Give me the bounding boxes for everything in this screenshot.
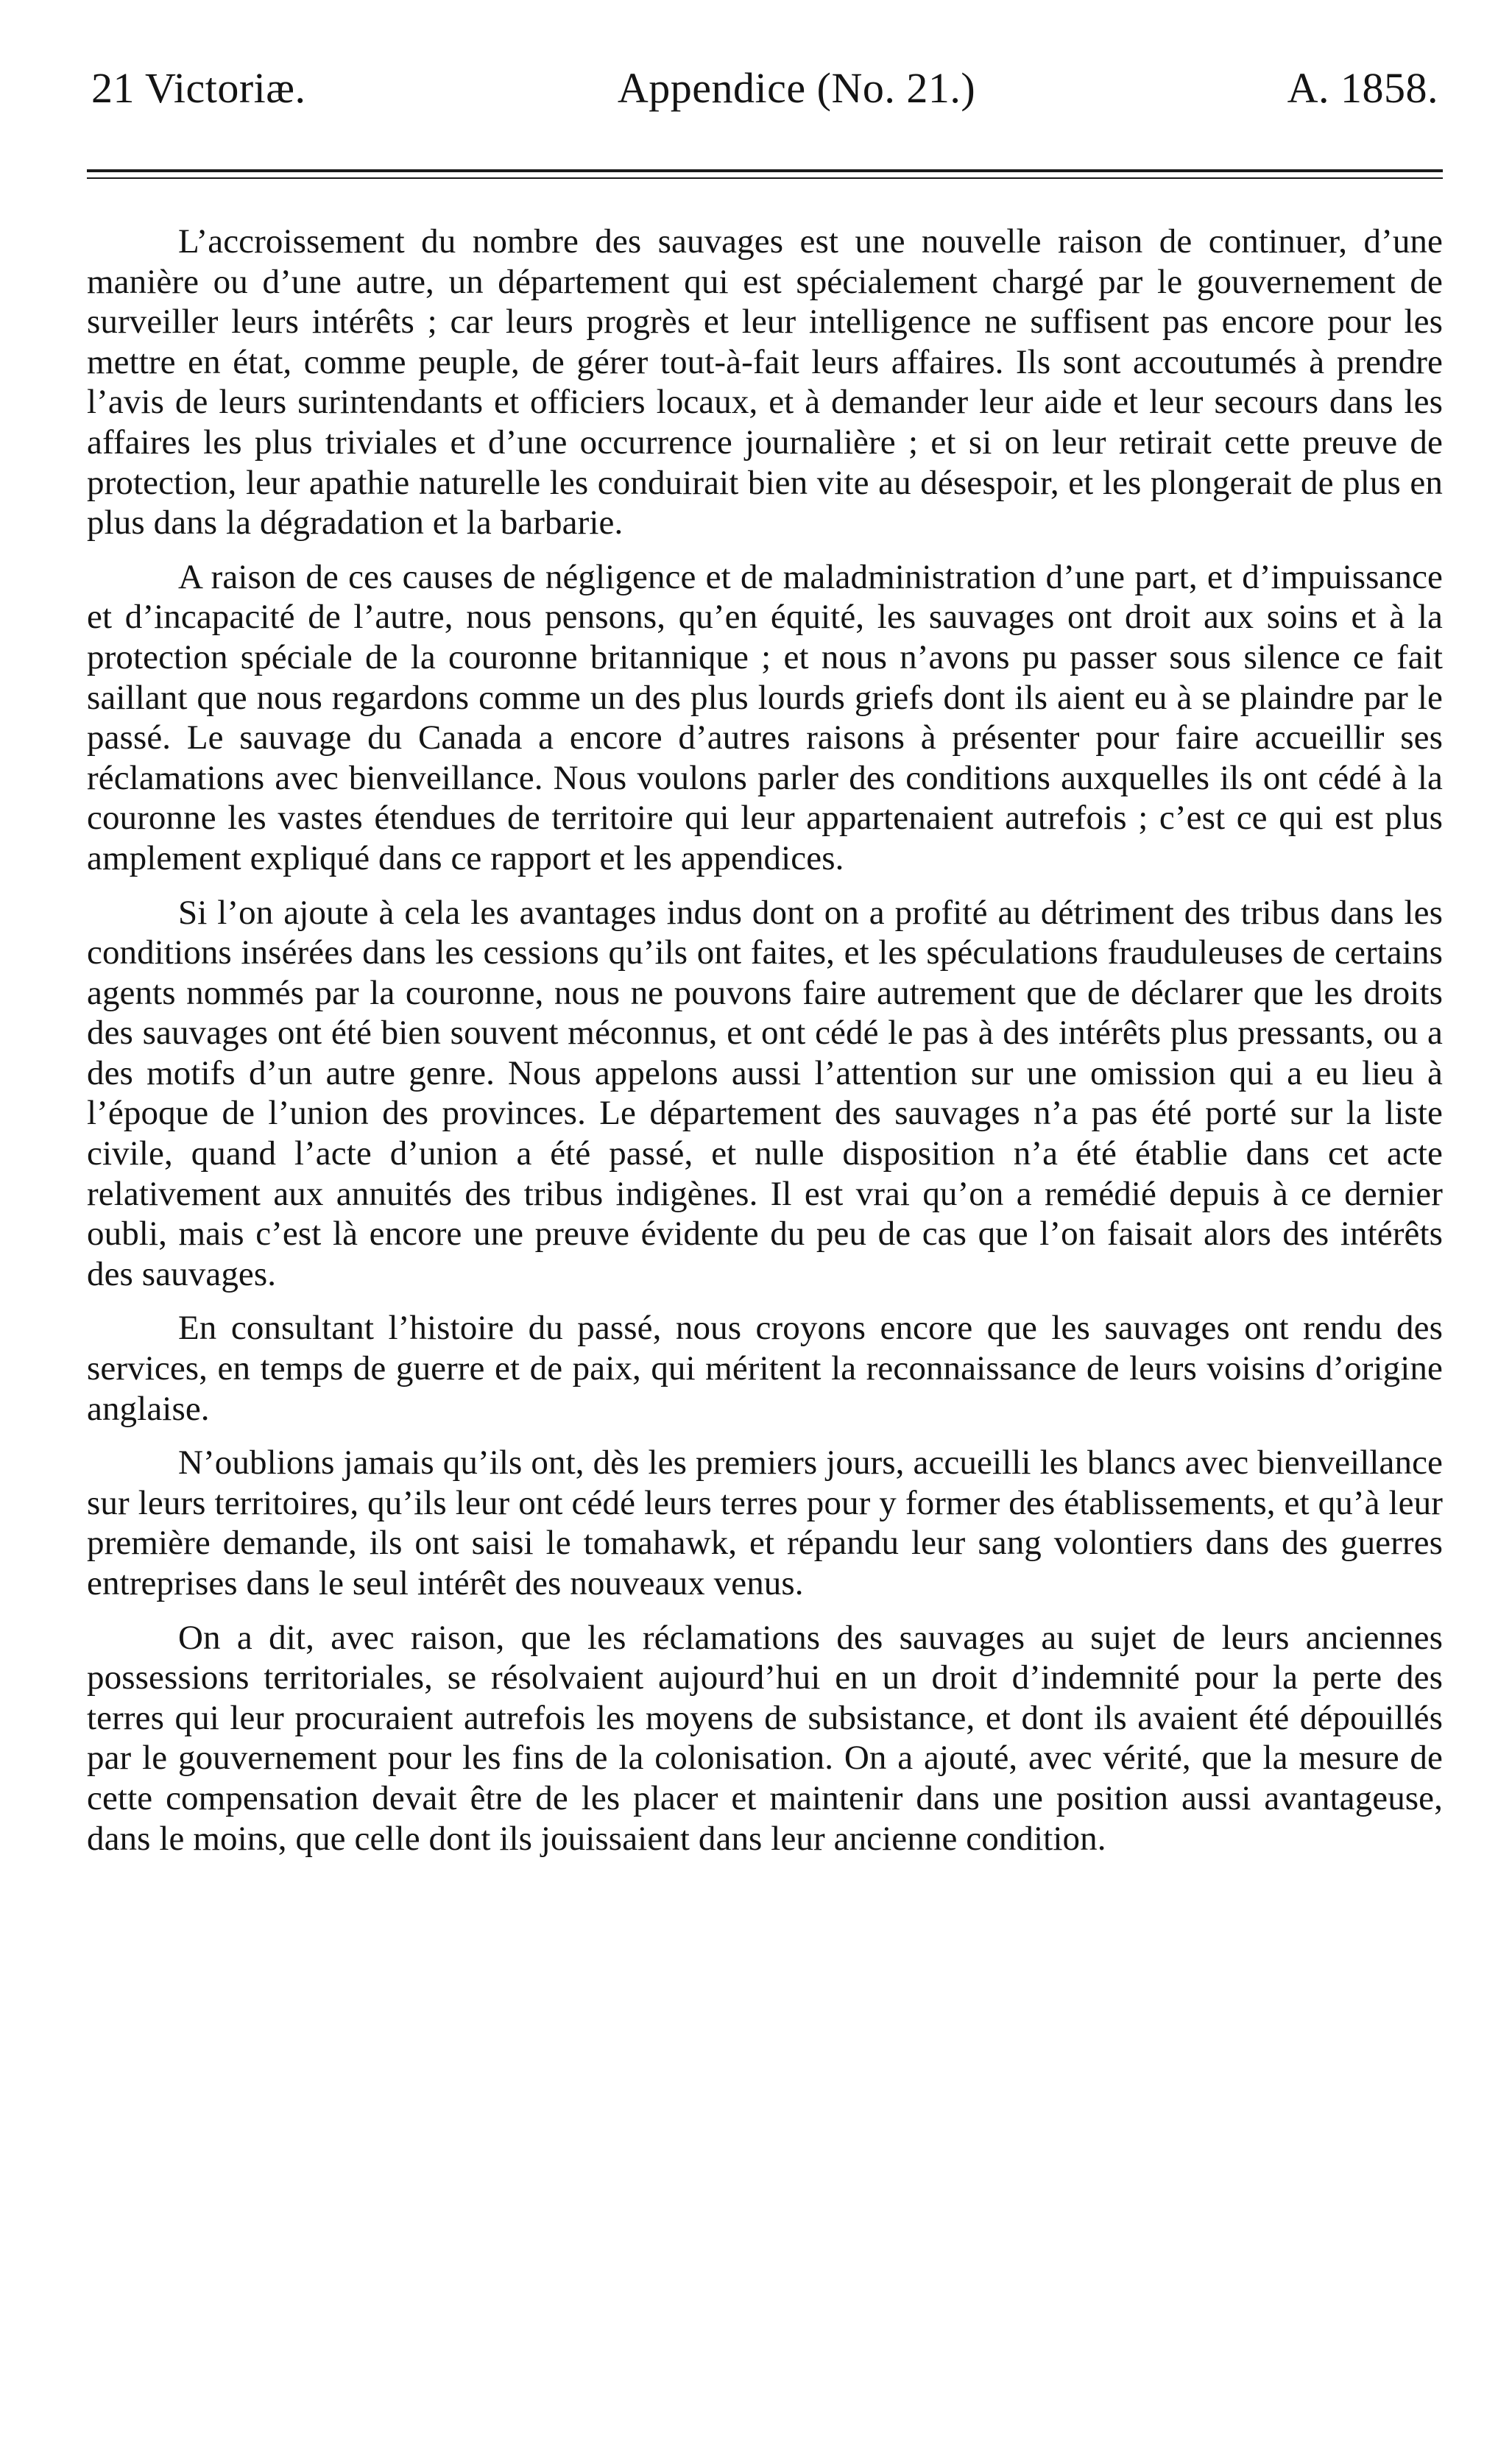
paragraph-3: Si l’on ajoute à cela les avantages indus dont on a profité au détriment des tribus dans les conditions insérées dans les cessions qu’ils ont faites, et les spéculations frauduleuses de certains agents nommés par la couronne, nous ne pouvons faire autrement que de déclarer que les droits des sauvages ont été bien souvent méconnus, et ont cédé le pas à des intérêts plus pressants, ou a des motifs d’un autre genre. Nous appelons aussi l’attention sur une omission qui a eu lieu à l’époque de l’union des provinces. Le département des sauvages n’a pas été porté sur la liste civile, quand l’acte d’union a été passé, et nulle disposition n’a été établie dans cet acte relativement aux annuités des tribus indigènes. Il est vrai qu’on a remédié depuis à ce dernier oubli, mais c’est là encore une preuve évidente du peu de cas que l’on faisait alors des intérêts des sauvages.: [87, 893, 1443, 1293]
header-rule-thin: [87, 177, 1443, 179]
header-appendix-number: Appendice (No. 21.): [617, 64, 976, 112]
header-session: 21 Victoriæ.: [91, 64, 306, 112]
running-header: [87, 59, 1443, 118]
paragraph-6: On a dit, avec raison, que les réclamations des sauvages au sujet de leurs anciennes possessions territoriales, se résolvaient aujourd’hui en un droit d’indemnité pour la perte des terres qui leur procuraient autrefois les moyens de subsistance, et dont ils avaient été dépouillés par le gouvernement pour les fins de la colonisation. On a ajouté, avec vérité, que la mesure de cette compensation devait être de les placer et maintenir dans une position aussi avantageuse, dans le moins, que celle dont ils jouissaient dans leur ancienne condition.: [87, 1618, 1443, 1858]
paragraph-1: L’accroissement du nombre des sauvages est une nouvelle raison de continuer, d’une manière ou d’une autre, un département qui est spécialement chargé par le gouvernement de surveiller leurs intérêts ; car leurs progrès et leur intelligence ne suffisent pas encore pour les mettre en état, comme peuple, de gérer tout-à-fait leurs affaires. Ils sont accoutumés à prendre l’avis de leurs surintendants et officiers locaux, et à demander leur aide et leur secours dans les affaires les plus triviales et d’une occurrence journalière ; et si on leur retirait cette preuve de protection, leur apathie naturelle les conduirait bien vite au désespoir, et les plongerait de plus en plus dans la dégradation et la barbarie.: [87, 222, 1443, 542]
header-year: A. 1858.: [1287, 64, 1438, 112]
paragraph-4: En consultant l’histoire du passé, nous croyons encore que les sauvages ont rendu des services, en temps de guerre et de paix, qui méritent la reconnaissance de leurs voisins d’origine anglaise.: [87, 1309, 1443, 1428]
paragraph-2: A raison de ces causes de négligence et de maladministration d’une part, et d’impuissance et d’incapacité de l’autre, nous pensons, qu’en équité, les sauvages ont droit aux soins et à la protection spéciale de la couronne britannique ; et nous n’avons pu passer sous silence ce fait saillant que nous regardons comme un des plus lourds griefs dont ils aient eu à se plaindre par le passé. Le sauvage du Canada a encore d’autres raisons à présenter pour faire accueillir ses réclamations avec bienveillance. Nous voulons parler des conditions auxquelles ils ont cédé à la couronne les vastes étendues de territoire qui leur appartenaient autrefois ; c’est ce qui est plus amplement expliqué dans ce rapport et les appendices.: [87, 557, 1443, 877]
paragraph-5: N’oublions jamais qu’ils ont, dès les premiers jours, accueilli les blancs avec bienveillance sur leurs territoires, qu’ils leur ont cédé leurs terres pour y former des établissements, et qu’à leur première demande, ils ont saisi le tomahawk, et répandu leur sang volontiers dans des guerres entreprises dans le seul intérêt des nouveaux venus.: [87, 1443, 1443, 1602]
body-text: [87, 222, 1443, 1859]
header-rule-thick: [87, 169, 1443, 172]
document-page: [87, 59, 1443, 1873]
